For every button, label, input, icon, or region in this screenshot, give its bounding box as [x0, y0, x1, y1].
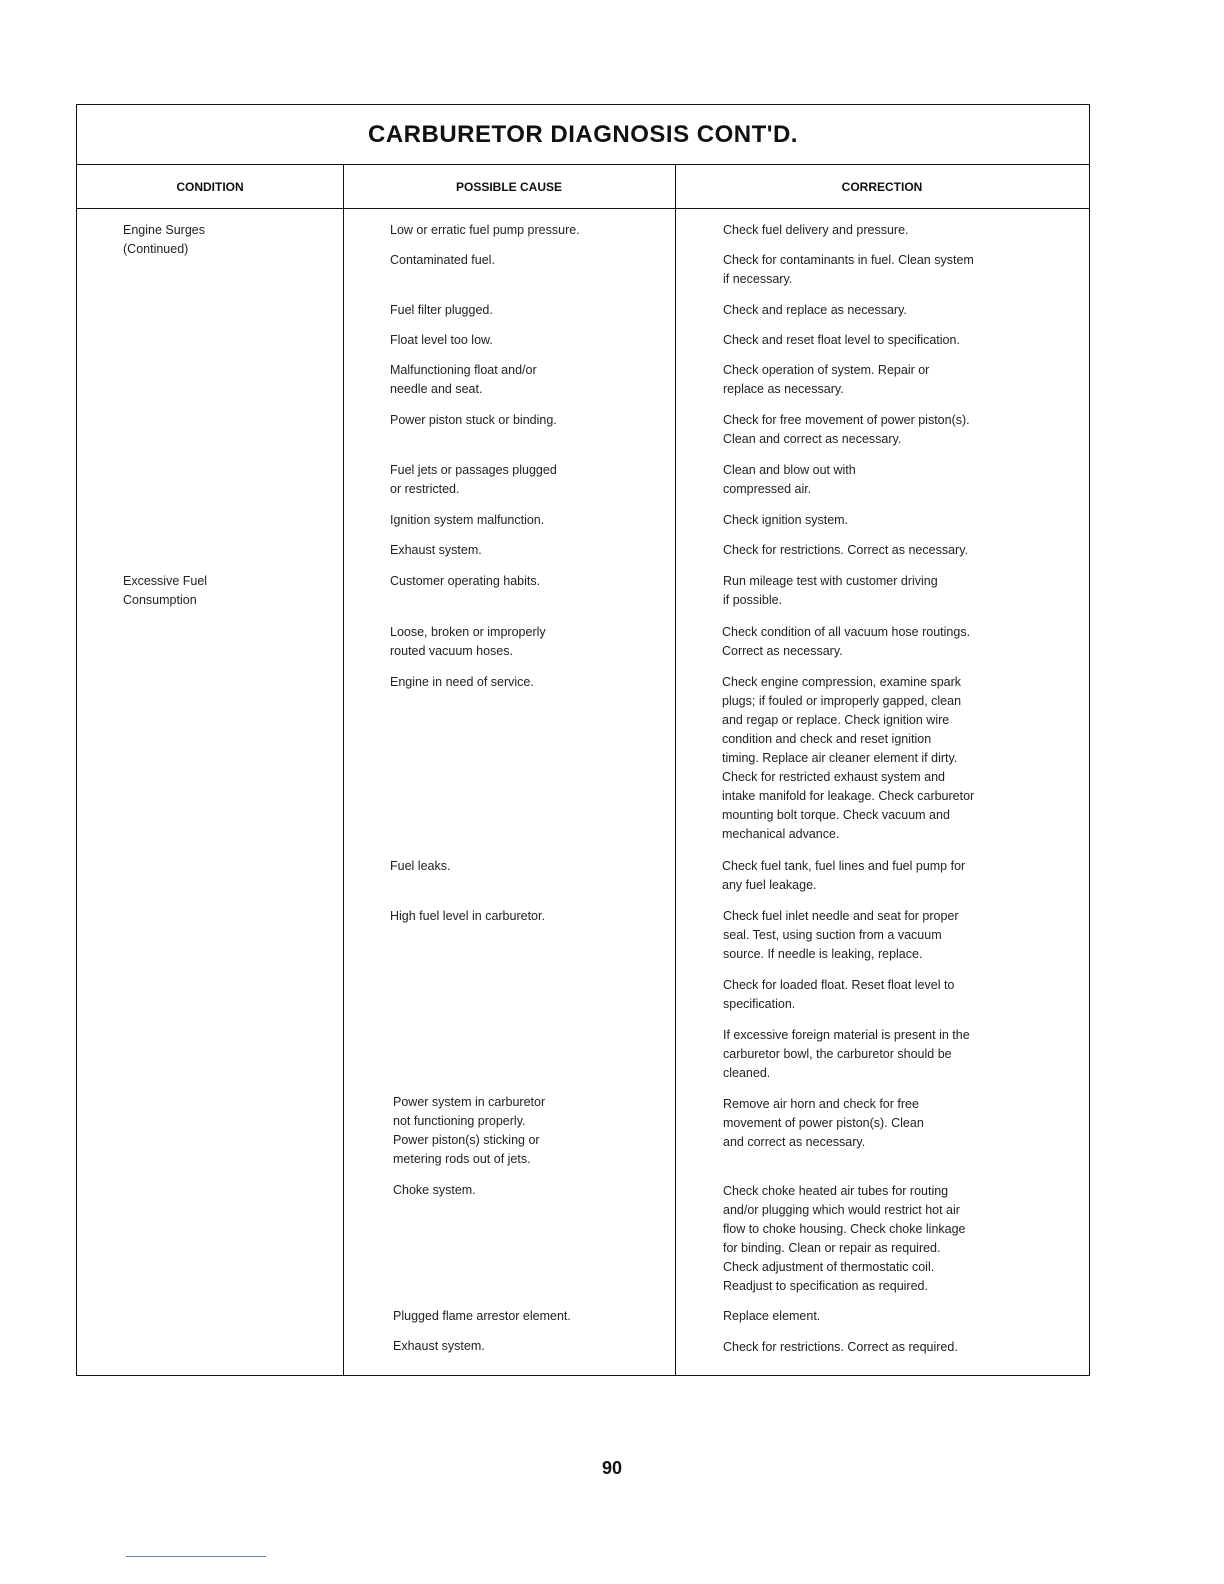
correction-cell: Check and replace as necessary. [723, 303, 907, 317]
correction-cell: Clean and blow out with compressed air. [723, 463, 856, 496]
correction-cell: Check for free movement of power piston(s). Clean and correct as necessary. [723, 413, 970, 446]
condition-excessive-fuel: Excessive Fuel Consumption [123, 574, 208, 607]
diagnosis-table [76, 104, 1090, 1376]
cause-cell: Loose, broken or improperly routed vacuum hoses. [390, 625, 546, 658]
cause-cell: High fuel level in carburetor. [390, 909, 545, 923]
correction-cell: Check engine compression, examine spark plugs; if fouled or improperly gapped, clean and regap or replace. Check ignition wire condition and check and reset ignition timing. Replace air cleaner element if dirty. Check for restricted exhaust system and intake manifold for leakage. Check carburetor mounting bolt torque. Check vacuum and mechanical advance. [722, 675, 975, 841]
cause-cell: Power system in carburetor not functioning properly. Power piston(s) sticking or metering rods out of jets. [393, 1095, 546, 1166]
correction-cell: Check condition of all vacuum hose routings. Correct as necessary. [722, 625, 971, 658]
column-divider [343, 165, 344, 1375]
table-header-row [77, 165, 1089, 209]
column-divider [675, 165, 676, 1375]
correction-cell: Check fuel inlet needle and seat for proper seal. Test, using suction from a vacuum source. If needle is leaking, replace. [723, 909, 959, 961]
correction-cell: If excessive foreign material is present in the carburetor bowl, the carburetor should be cleaned. [723, 1028, 970, 1080]
cause-cell: Low or erratic fuel pump pressure. [390, 223, 580, 237]
correction-cell: Remove air horn and check for free movement of power piston(s). Clean and correct as necessary. [723, 1097, 924, 1149]
cause-cell: Fuel leaks. [390, 859, 451, 873]
cause-cell: Malfunctioning float and/or needle and seat. [390, 363, 537, 396]
condition-engine-surges: Engine Surges (Continued) [123, 223, 206, 256]
correction-cell: Check ignition system. [723, 513, 849, 527]
correction-cell: Check fuel delivery and pressure. [723, 223, 909, 237]
correction-cell: Check for restrictions. Correct as necessary. [723, 543, 968, 557]
cause-cell: Exhaust system. [393, 1339, 485, 1353]
cause-cell: Contaminated fuel. [390, 253, 495, 267]
cause-cell: Exhaust system. [390, 543, 482, 557]
cause-cell: Plugged flame arrestor element. [393, 1309, 571, 1323]
cause-cell: Customer operating habits. [390, 574, 541, 588]
correction-cell: Check and reset float level to specification. [723, 333, 960, 347]
cause-cell: Engine in need of service. [390, 675, 534, 689]
page-number: 90 [601, 1458, 623, 1478]
correction-cell: Check choke heated air tubes for routing and/or plugging which would restrict hot air flow to choke housing. Check choke linkage for binding. Clean or repair as required. Check adjustment of thermostatic coil. Readjust to specification as required. [723, 1184, 966, 1293]
column-header-condition: CONDITION [176, 180, 244, 194]
cause-cell: Fuel jets or passages plugged or restricted. [390, 463, 557, 496]
cause-cell: Ignition system malfunction. [390, 513, 545, 527]
scan-artifact-line [126, 1556, 266, 1557]
correction-cell: Run mileage test with customer driving if possible. [723, 574, 938, 607]
correction-cell: Check for restrictions. Correct as required. [723, 1340, 958, 1354]
correction-cell: Check for contaminants in fuel. Clean system if necessary. [723, 253, 974, 286]
title-bar [77, 105, 1089, 165]
correction-cell: Check for loaded float. Reset float level to specification. [723, 978, 955, 1011]
cause-cell: Fuel filter plugged. [390, 303, 493, 317]
column-header-correction: CORRECTION [841, 180, 923, 194]
correction-cell: Check operation of system. Repair or replace as necessary. [723, 363, 930, 396]
correction-cell: Replace element. [723, 1309, 821, 1323]
correction-cell: Check fuel tank, fuel lines and fuel pump for any fuel leakage. [722, 859, 966, 892]
cause-cell: Choke system. [393, 1183, 476, 1197]
column-header-cause: POSSIBLE CAUSE [455, 180, 563, 194]
cause-cell: Power piston stuck or binding. [390, 413, 557, 427]
page-title: CARBURETOR DIAGNOSIS CONT'D. [368, 121, 798, 148]
cause-cell: Float level too low. [390, 333, 493, 347]
